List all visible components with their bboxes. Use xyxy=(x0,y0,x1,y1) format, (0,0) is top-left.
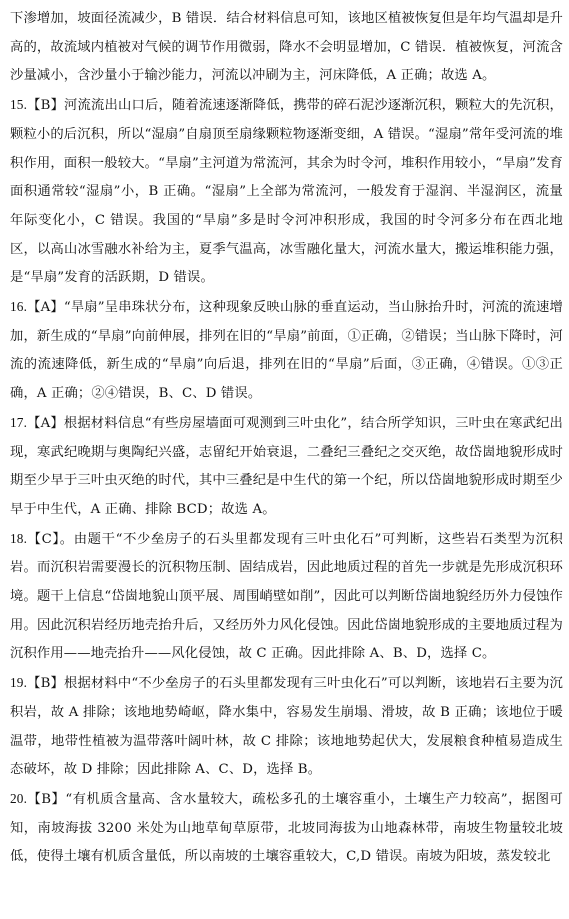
question-15-explanation xyxy=(10,91,563,293)
paragraph-text: 【B】“有机质含量高、含水量较大，疏松多孔的土壤容重小，土壤生产力较高”，据图可知，南坡海拔 3200 米处为山地草甸草原带，北坡同海拔为山地森林带，南坡生物量较北坡低，使得土壤有机质含量低，所以南坡的土壤容重较大，C,D 错误。南坡为阳坡，蒸发较北 xyxy=(10,791,563,865)
paragraph-continuation xyxy=(10,4,563,91)
question-20-explanation xyxy=(10,785,563,872)
question-18-explanation xyxy=(10,525,563,670)
paragraph-text: 【A】“旱扇”呈串珠状分布，这种现象反映山脉的垂直运动，当山脉抬升时，河流的流速增加，新生成的“旱扇”向前伸展，排列在旧的“旱扇”前面，①正确，②错误；当山脉下降时，河流的流速降低，新生成的“旱扇”向后退，排列在旧的“旱扇”后面，③正确，④错误。①③正确，A 正确；②④错误，B、C、D 错误。 xyxy=(10,300,563,402)
paragraph-text: 下渗增加，坡面径流减少，B 错误．结合材料信息可知，该地区植被恢复但是年均气温却是升高的，故流域内植被对气候的调节作用微弱，降水不会明显增加，C 错误．植被恢复，河流含沙量减小，含沙量小于输沙能力，河流以冲刷为主，河床降低，A 正确；故选 A。 xyxy=(10,11,563,84)
paragraph-text: 【C】。由题干“不少垒房子的石头里都发现有三叶虫化石”可判断，这些岩石类型为沉积岩。而沉积岩需要漫长的沉积物压制、固结成岩，因此地质过程的首先一步就是先形成沉积环境。题干上信息“岱崮地貌山顶平展、周围峭壁如削”，因此可以判断岱崮地貌经历外力侵蚀作用。因此沉积岩经历地壳抬升后，又经历外力风化侵蚀。因此岱崮地貌形成的主要地质过程为沉积作用——地壳抬升——风化侵蚀，故 C 正确。因此排除 A、B、D，选择 C。 xyxy=(10,531,563,662)
question-number: 19. xyxy=(10,675,28,691)
question-number: 20. xyxy=(10,790,28,806)
paragraph-text: 【B】根据材料中“不少垒房子的石头里都发现有三叶虫化石”可以判断，该地岩石主要为沉积岩，故 A 排除；该地地势崎岖，降水集中，容易发生崩塌、滑坡，故 B 正确；该地位于暖温带，地带性植被为温带落叶阔叶林，故 C 排除；该地地势起伏大，发展粮食种植易造成生态破坏，故 D 排除；因此排除 A、C、D，选择 B。 xyxy=(10,676,563,778)
question-number: 17. xyxy=(10,414,28,430)
question-number: 15. xyxy=(10,97,28,113)
question-17-explanation xyxy=(10,409,563,525)
paragraph-text: 【B】河流流出山口后，随着流速逐渐降低，携带的碎石泥沙逐渐沉积，颗粒大的先沉积，颗粒小的后沉积，所以“湿扇”自扇顶至扇缘颗粒物逐渐变细，A 错误。“湿扇”常年受河流的堆积作用，面积一般较大。“旱扇”主河道为常流河，其余为时令河，堆积作用较小，“旱扇”发育面积通常较“湿扇”小，B 正确。“湿扇”上全部为常流河，一般发育于湿润、半湿润区，流量年际变化小，C 错误。我国的“旱扇”多是时令河冲积形成，我国的时令河多分布在西北地区，以高山冰雪融水补给为主，夏季气温高，冰雪融化量大，河流水量大，搬运堆积能力强，是“旱扇”发育的活跃期，D 错误。 xyxy=(10,98,563,286)
question-number: 16. xyxy=(10,299,28,315)
question-16-explanation xyxy=(10,293,563,409)
question-19-explanation xyxy=(10,669,563,785)
question-number: 18. xyxy=(10,530,28,546)
paragraph-text: 【A】根据材料信息“有些房屋墙面可观测到三叶虫化”，结合所学知识，三叶虫在寒武纪出现，寒武纪晚期与奥陶纪兴盛，志留纪开始衰退，二叠纪三叠纪之交灭绝，故岱崮地貌形成时期至少早于三叶虫灭绝的时代，其中三叠纪是中生代的第一个纪，所以岱崮地貌形成时期至少早于中生代，A 正确、排除 BCD；故选 A。 xyxy=(10,415,563,517)
